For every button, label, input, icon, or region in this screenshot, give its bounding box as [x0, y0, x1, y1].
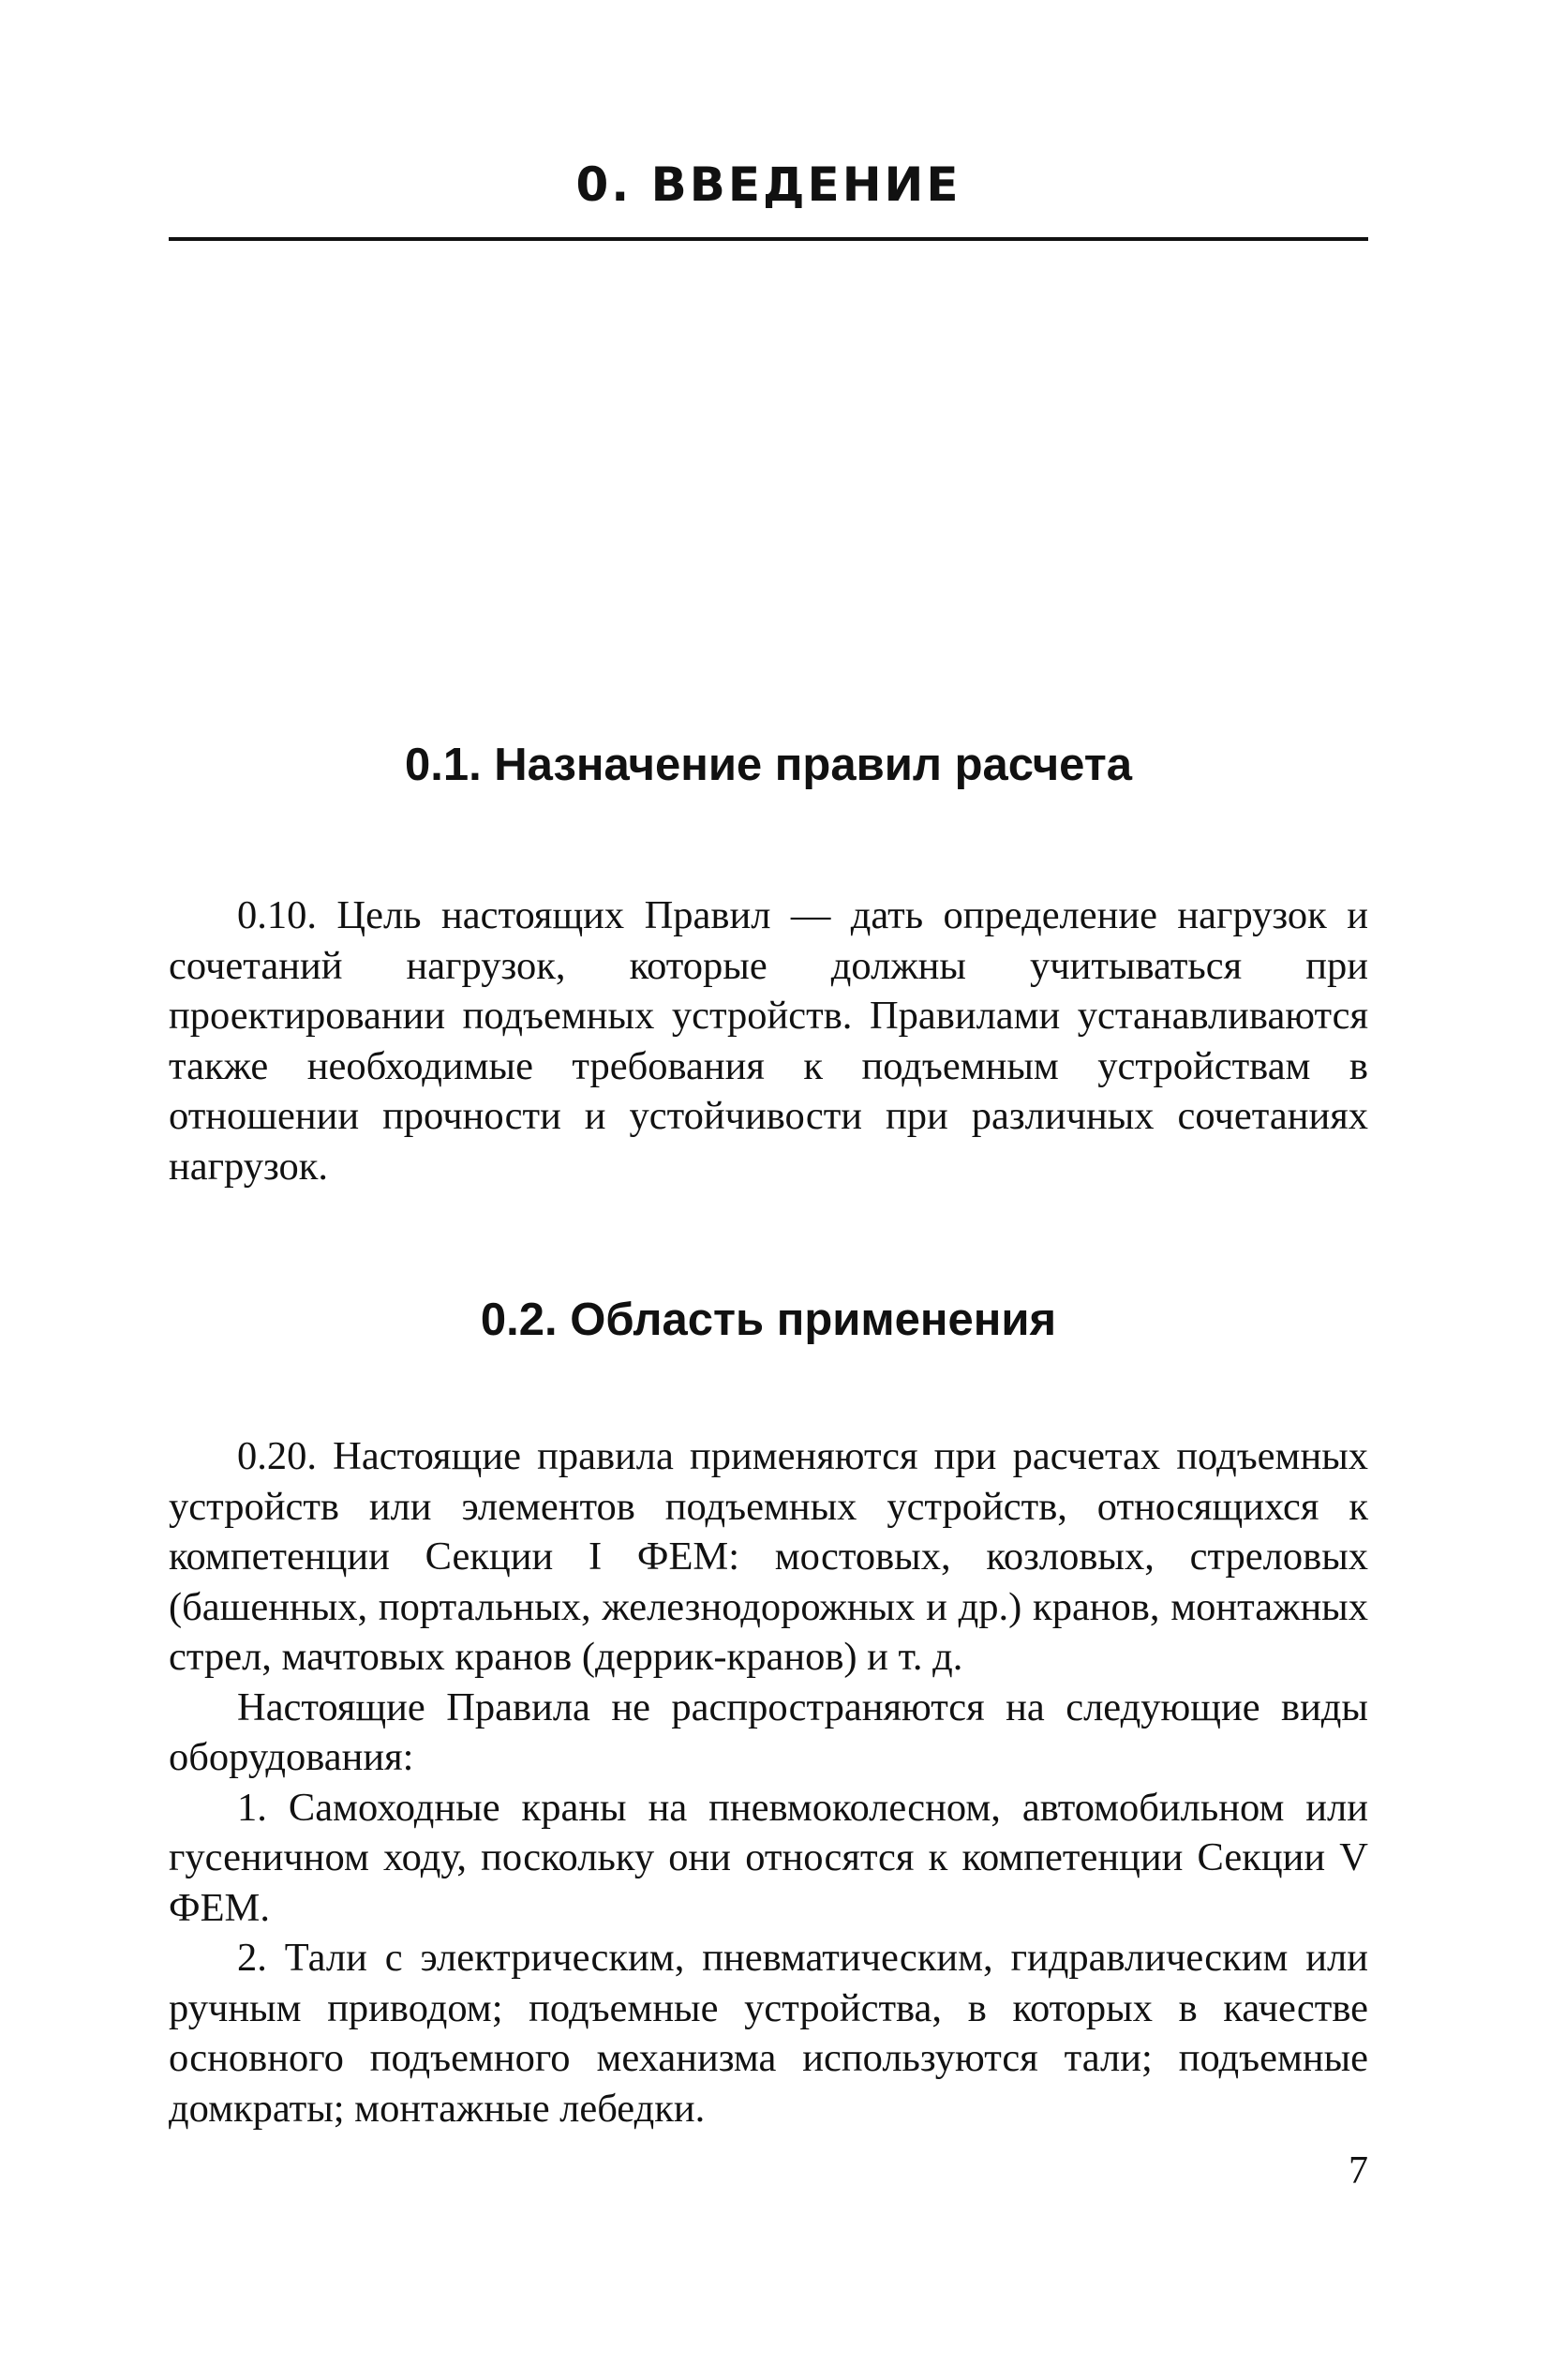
- paragraph-exclusions-intro: Настоящие Правила не распространяются на следующие виды оборудования:: [169, 1684, 1368, 1779]
- section-title-scope: 0.2. Область применения: [480, 1295, 1057, 1345]
- paragraph-0-20: 0.20. Настоящие правила применяются при расчетах подъемных устройств или элементов подъемных устройств, относящихся к компетенции Секции I ФЕМ: мостовых, козловых, стреловых (башенных, портальных, железнодорожных и др.) кранов, монтажных стрел, мачтовых кранов (деррик-кранов) и т. д.: [169, 1434, 1368, 1679]
- page-number: 7: [1349, 2149, 1368, 2193]
- paragraph-0-10: 0.10. Цель настоящих Правил — дать определение нагрузок и сочетаний нагрузок, которые должны учитываться при проектировании подъемных устройств. Правилами устанавливаются также необходимые требования к подъемным устройствам в отношении прочности и устойчивости при различных сочетаниях нагрузок.: [169, 893, 1368, 1189]
- list-item-1: 1. Самоходные краны на пневмоколесном, автомобильном или гусеничном ходу, поскольку они относятся к компетенции Секции V ФЕМ.: [169, 1785, 1368, 1930]
- chapter-title-rule: [169, 237, 1368, 241]
- section-title-purpose: 0.1. Назначение правил расчета: [404, 740, 1133, 790]
- list-item-2: 2. Тали с электрическим, пневматическим, гидравлическим или ручным приводом; подъемные устройства, в которых в качестве основного подъемного механизма используются тали; подъемные домкраты; монтажные лебедки.: [169, 1936, 1368, 2131]
- section-body-scope: [169, 1431, 1368, 2133]
- chapter-title: 0. ВВЕДЕНИЕ: [575, 157, 961, 212]
- section-body-purpose: [169, 891, 1368, 1191]
